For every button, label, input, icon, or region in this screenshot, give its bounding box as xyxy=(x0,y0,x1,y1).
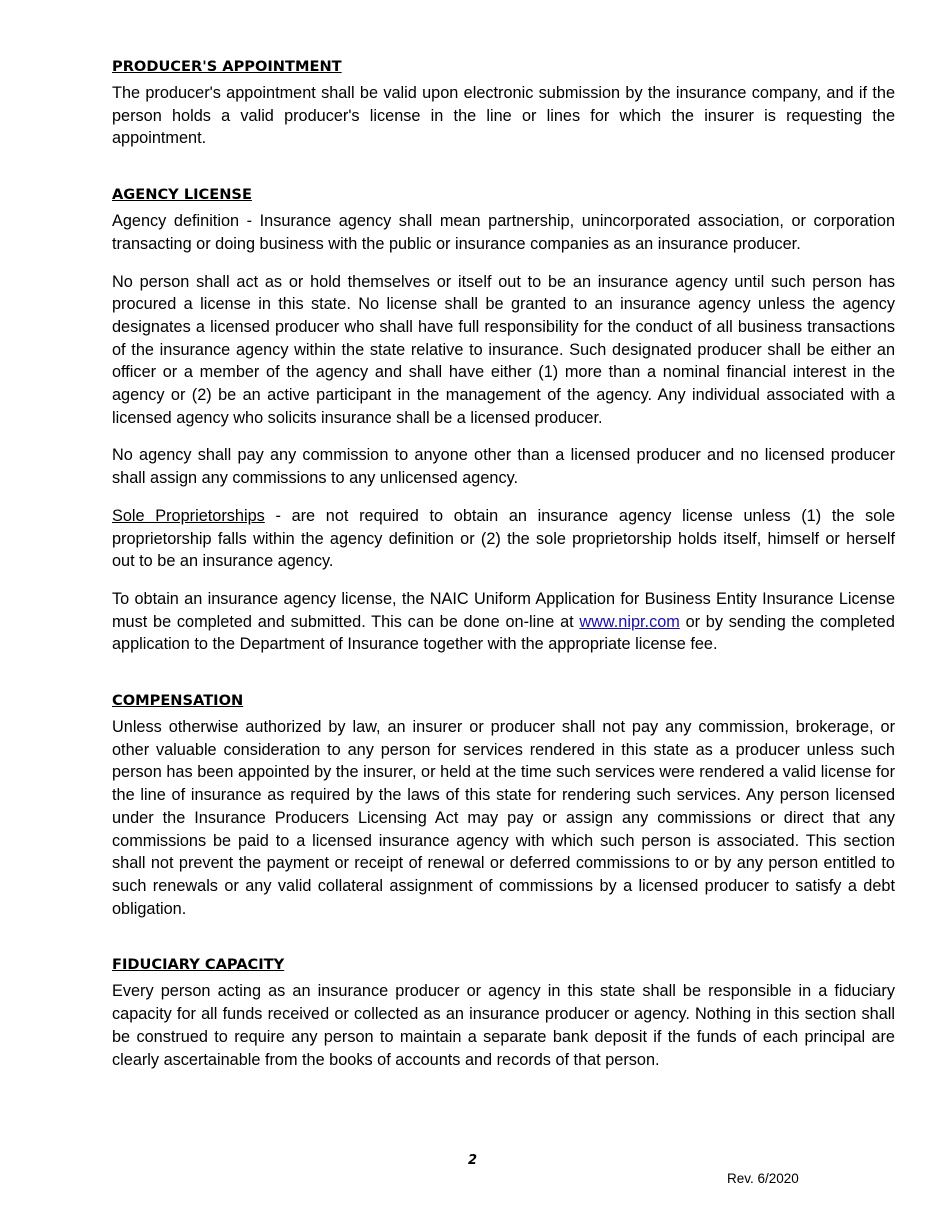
section-compensation xyxy=(112,690,895,920)
section-heading: AGENCY LICENSE xyxy=(112,186,252,204)
paragraph: The producer's appointment shall be valid upon electronic submission by the insurance company, and if the person holds a valid producer's license in the line or lines for which the insurer is requesting the appointment. xyxy=(112,84,895,148)
paragraph: No agency shall pay any commission to anyone other than a licensed producer and no licensed producer shall assign any commissions to any unlicensed agency. xyxy=(112,446,895,488)
paragraph-text: - are not required to obtain an insurance agency license unless (1) the sole proprietorship falls within the agency definition or (2) the sole proprietorship holds itself, himself or herself out to be an insurance agency. xyxy=(112,506,896,571)
section-heading: COMPENSATION xyxy=(112,692,244,710)
paragraph-text: To obtain an insurance agency license, the NAIC Uniform Application for Business Entity Insurance License must be completed and submitted. This can be done on-line at xyxy=(112,589,895,631)
page-number: 2 xyxy=(468,1153,478,1168)
revision-date: Rev. 6/2020 xyxy=(727,1171,799,1186)
paragraph: No person shall act as or hold themselves or itself out to be an insurance agency until such person has procured a license in this state. No license shall be granted to an insurance agency unless the agency designates a licensed producer who shall have full responsibility for the conduct of all business transactions of the insurance agency within the state relative to insurance. Such designated producer shall be either an officer or a member of the agency and shall have either (1) more than a nominal financial interest in the agency or (2) be an active participant in the management of the agency. Any individual associated with a licensed agency who solicits insurance shall be a licensed producer. xyxy=(112,272,895,427)
obtain-license-paragraph xyxy=(112,588,895,656)
sole-proprietorships-paragraph xyxy=(112,505,895,573)
document-body xyxy=(112,56,895,1086)
paragraph: Every person acting as an insurance producer or agency in this state shall be responsible in a fiduciary capacity for all funds received or collected as an insurance producer or agency. Nothing in this section shall be construed to require any person to maintain a separate bank deposit if the funds of each principal are clearly ascertainable from the books of accounts and records of that person. xyxy=(112,982,895,1069)
section-heading: PRODUCER'S APPOINTMENT xyxy=(112,58,342,75)
section-agency-license xyxy=(112,184,895,656)
section-fiduciary-capacity xyxy=(112,954,895,1071)
sole-proprietorships-term: Sole Proprietorships xyxy=(112,506,265,525)
nipr-link[interactable]: www.nipr.com xyxy=(579,612,680,631)
paragraph-text: or by sending the completed application to the Department of Insurance together with the appropriate license fee. xyxy=(112,612,895,654)
section-producers-appointment xyxy=(112,56,895,150)
section-heading: FIDUCIARY CAPACITY xyxy=(112,956,285,974)
paragraph: Unless otherwise authorized by law, an insurer or producer shall not pay any commission, brokerage, or other valuable consideration to any person for services rendered in this state as a producer unless such person has been appointed by the insurer, or held at the time such services were rendered a valid license for the line of insurance as required by the laws of this state for rendering such services. Any person licensed under the Insurance Producers Licensing Act may pay or assign any commissions or direct that any commissions be paid to a licensed insurance agency with which such person is associated. This section shall not prevent the payment or receipt of renewal or deferred commissions to or by any person entitled to such renewals or any valid collateral assignment of commissions by a licensed producer to satisfy a debt obligation. xyxy=(112,718,895,918)
paragraph: Agency definition - Insurance agency shall mean partnership, unincorporated association, or corporation transacting or doing business with the public or insurance companies as an insurance producer. xyxy=(112,212,895,253)
